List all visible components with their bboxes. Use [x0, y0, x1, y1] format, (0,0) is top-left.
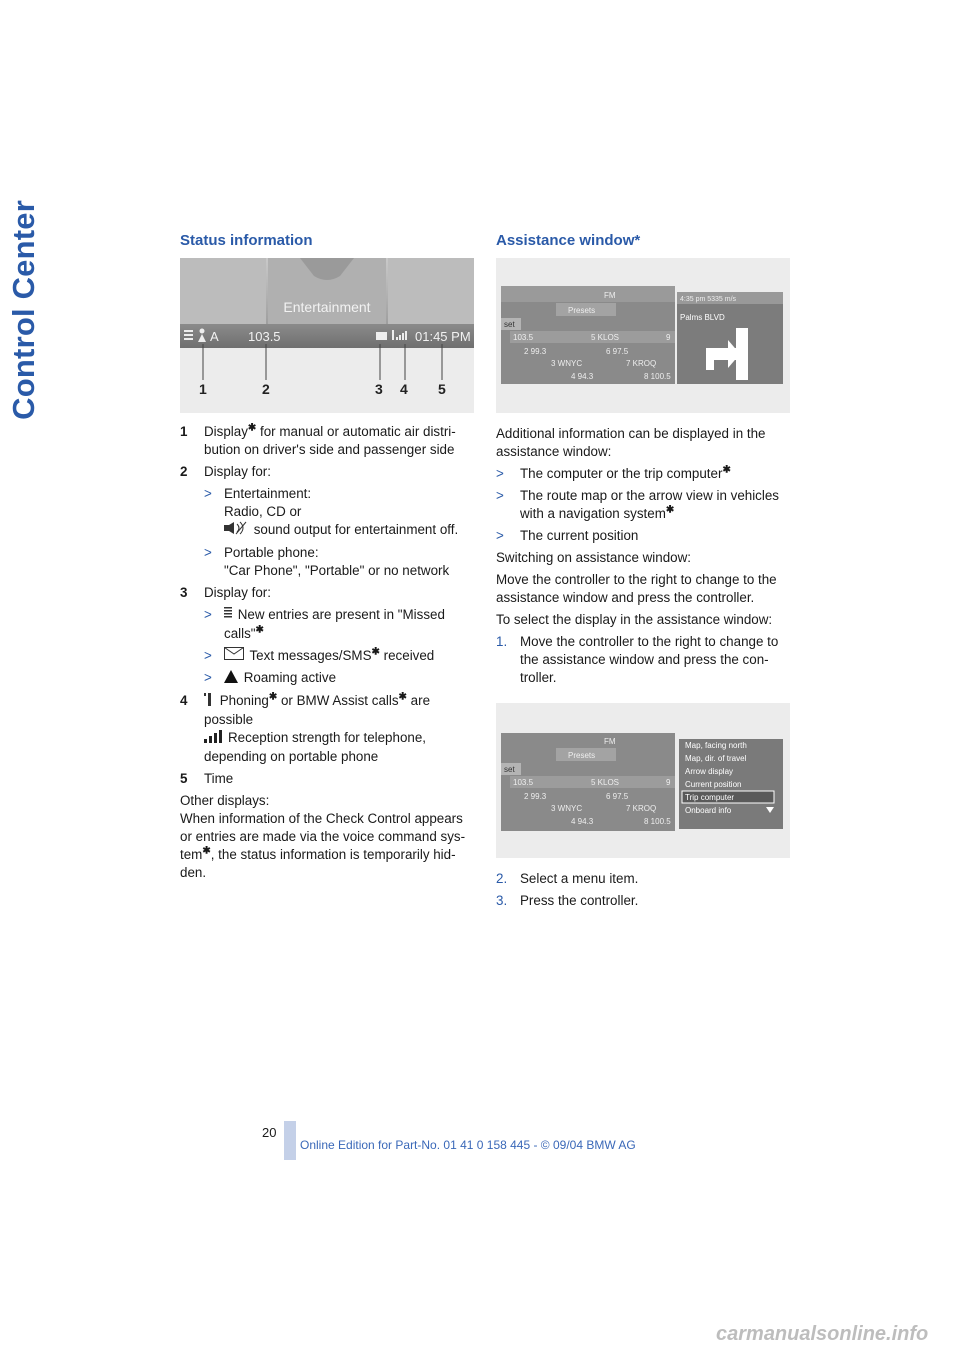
status-information-heading: Status information [180, 232, 313, 249]
item-2: 2 Display for: [180, 464, 271, 479]
entertainment-label: Entertainment [283, 299, 371, 315]
assist-bullet-route: > The route map or the arrow view in vehicles with a navigation system✱ [496, 488, 779, 521]
status-bar-figure [180, 258, 474, 413]
station-row-3b: 7 KROQ [626, 359, 657, 368]
assistance-menu-figure [496, 703, 790, 858]
set-label: set [504, 320, 515, 329]
callout-5: 5 [438, 381, 446, 397]
station-row-4b: 8 100.5 [644, 372, 671, 381]
envelope-icon [224, 647, 244, 665]
left-column [180, 230, 475, 886]
status-frequency: 103.5 [248, 329, 281, 344]
item-4: 4 Phoning✱ or BMW Assist calls✱ are possible Reception strength for telephone, depending on portable phone [180, 691, 431, 764]
step-2: 2. Select a menu item. [496, 871, 639, 886]
menu-station-4a: 4 94.3 [571, 817, 594, 826]
item-1: 1 Display✱ for manual or automatic air distri-bution on driver's side and passenger side [180, 422, 456, 457]
item3-bullet-missed-calls: > New entries are present in "Missed calls"✱ [204, 607, 445, 641]
item-3: 3 Display for: [180, 585, 271, 600]
sound-off-icon [224, 521, 248, 540]
station-row-3a: 3 WNYC [551, 359, 583, 368]
assistance-window-illustration [496, 258, 790, 413]
item3-bullet-roaming: > Roaming active [204, 669, 475, 687]
switch-title: Switching on assistance window: [496, 550, 692, 565]
menu-station-1a: 5 KLOS [591, 778, 620, 787]
side-section-title [4, 200, 44, 440]
menu-station-3a: 3 WNYC [551, 804, 583, 813]
menu-item-2: Map, dir. of travel [685, 754, 747, 763]
callout-3: 3 [375, 381, 383, 397]
station-row-1a: 5 KLOS [591, 333, 620, 342]
menu-station-1b: 9 [666, 778, 671, 787]
assistance-window-figure [496, 258, 790, 413]
page-number: 20 [262, 1125, 277, 1140]
status-bar-illustration [180, 258, 474, 413]
menu-station-2a: 2 99.3 [524, 792, 547, 801]
station-row-2b: 6 97.5 [606, 347, 629, 356]
other-displays-text: When information of the Check Control appears or entries are made via the voice command sys-tem✱, the status information is temporarily hid-den. [180, 810, 466, 880]
assistance-window-heading: Assistance window* [496, 232, 641, 249]
presets-label: Presets [568, 306, 596, 315]
callout-4: 4 [400, 381, 408, 397]
assist-top-info: 4:35 pm 5335 m/s [680, 296, 737, 303]
footer-bar [284, 1121, 296, 1160]
assist-bullet-computer: > The computer or the trip computer✱ [496, 464, 731, 481]
watermark: carmanualsonline.info [716, 1323, 929, 1345]
menu-set-label: set [504, 765, 515, 774]
menu-station-3b: 7 KROQ [626, 804, 657, 813]
assistance-intro: Additional information can be displayed in the assistance window: [496, 426, 766, 459]
other-displays-title: Other displays: [180, 792, 270, 808]
assistance-menu-illustration [496, 703, 790, 858]
menu-band-label: FM [604, 737, 616, 746]
menu-item-1: Map, facing north [685, 741, 747, 750]
ac-mode: A [210, 329, 219, 344]
envelope-icon [376, 332, 387, 340]
callout-2: 2 [262, 381, 270, 397]
missed-calls-icon [224, 606, 232, 625]
menu-station-2b: 6 97.5 [606, 792, 629, 801]
item-5: 5 Time [180, 770, 234, 786]
station-row-1b: 9 [666, 333, 671, 342]
menu-item-4: Current position [685, 780, 742, 789]
menu-freq: 103.5 [513, 778, 534, 787]
step-3: 3. Press the controller. [496, 893, 639, 908]
menu-item-6: Onboard info [685, 806, 732, 815]
menu-presets-label: Presets [568, 751, 596, 760]
assist-freq: 103.5 [513, 333, 534, 342]
side-title-text: Control Center [6, 200, 41, 420]
station-row-4a: 4 94.3 [571, 372, 594, 381]
status-time: 01:45 PM [415, 329, 471, 344]
phoning-icon [204, 692, 214, 711]
switch-text: Move the controller to the right to change to the assistance window and press the controller. [496, 572, 777, 605]
right-column [496, 230, 790, 914]
callout-1: 1 [199, 381, 207, 397]
band-label: FM [604, 291, 616, 300]
roaming-icon [224, 670, 238, 688]
select-title: To select the display in the assistance window: [496, 612, 773, 627]
menu-station-4b: 8 100.5 [644, 817, 671, 826]
step-1: 1. Move the controller to the right to change to the assistance window and press the con-troller. [496, 634, 779, 685]
menu-item-5-selected: Trip computer [685, 793, 735, 802]
menu-item-3: Arrow display [685, 767, 734, 776]
footer-text: Online Edition for Part-No. 01 41 0 158 445 - © 09/04 BMW AG [300, 1138, 636, 1152]
reception-strength-icon [204, 729, 226, 748]
item2-bullet-entertainment: > Entertainment: Radio, CD or sound output for entertainment off. [204, 485, 475, 540]
assist-bullet-position: > The current position [496, 528, 639, 543]
street-name: Palms BLVD [680, 313, 725, 322]
item2-bullet-phone: > Portable phone: "Car Phone", "Portable" or no network [204, 545, 450, 578]
station-row-2a: 2 99.3 [524, 347, 547, 356]
item3-bullet-sms: > Text messages/SMS✱ received [204, 647, 475, 665]
